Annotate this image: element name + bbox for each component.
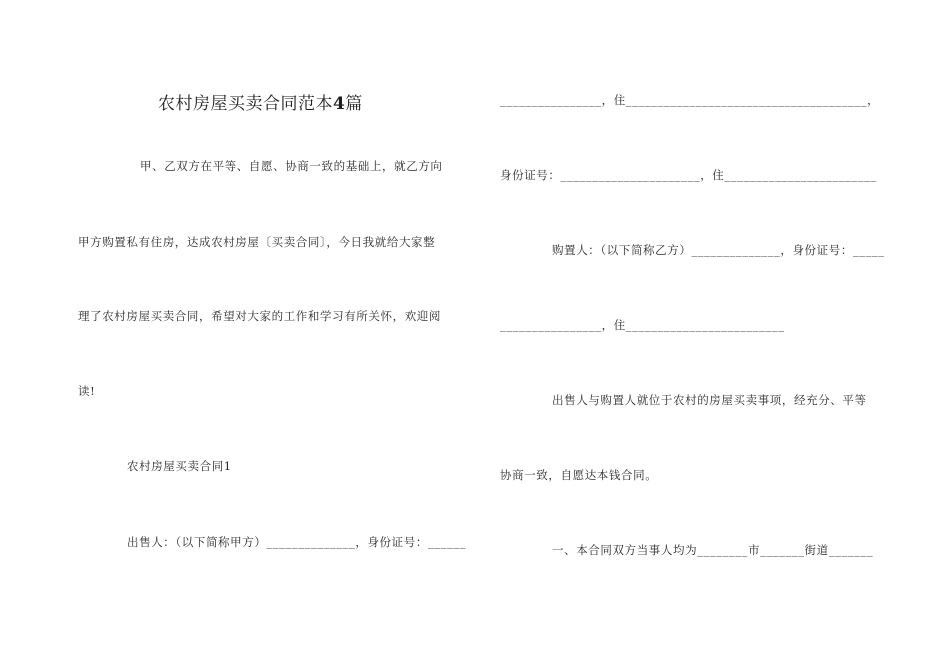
agreement-line-2: 协商一致，自愿达本钱合同。 — [500, 468, 658, 482]
seller-address-line: ________________，住______________________________________， — [500, 93, 880, 107]
title-number: 4 — [333, 94, 346, 114]
document-title — [158, 89, 363, 114]
buyer-line: 购置人：（以下简称乙方）______________，身份证号：_____ — [552, 243, 885, 257]
right-page — [475, 0, 950, 672]
paragraph-intro-line-1: 甲、乙双方在平等、自愿、协商一致的基础上，就乙方向 — [140, 159, 443, 173]
paragraph-intro-line-2: 甲方购置私有住房，达成农村房屋〔买卖合同〕，今日我就给大家整 — [78, 235, 436, 249]
contract-heading: 农村房屋买卖合同1 — [127, 459, 232, 473]
paragraph-intro-line-4: 读! — [78, 384, 96, 398]
title-text: 农村房屋买卖合同范本 — [158, 94, 333, 114]
seller-line: 出售人：（以下简称甲方）______________，身份证号：______ — [127, 535, 467, 549]
buyer-address-line: ________________，住_________________________ — [500, 318, 785, 332]
agreement-line-1: 出售人与购置人就位于农村的房屋买卖事项，经充分、平等 — [552, 393, 867, 407]
paragraph-intro-line-3: 理了农村房屋买卖合同，希望对大家的工作和学习有所关怀，欢迎阅 — [78, 309, 441, 323]
seller-id-line: 身份证号：______________________，住________________________ — [500, 168, 877, 182]
clause-one-line: 一、本合同双方当事人均为________市_______街道_______ — [552, 543, 874, 557]
title-suffix: 篇 — [345, 94, 363, 114]
